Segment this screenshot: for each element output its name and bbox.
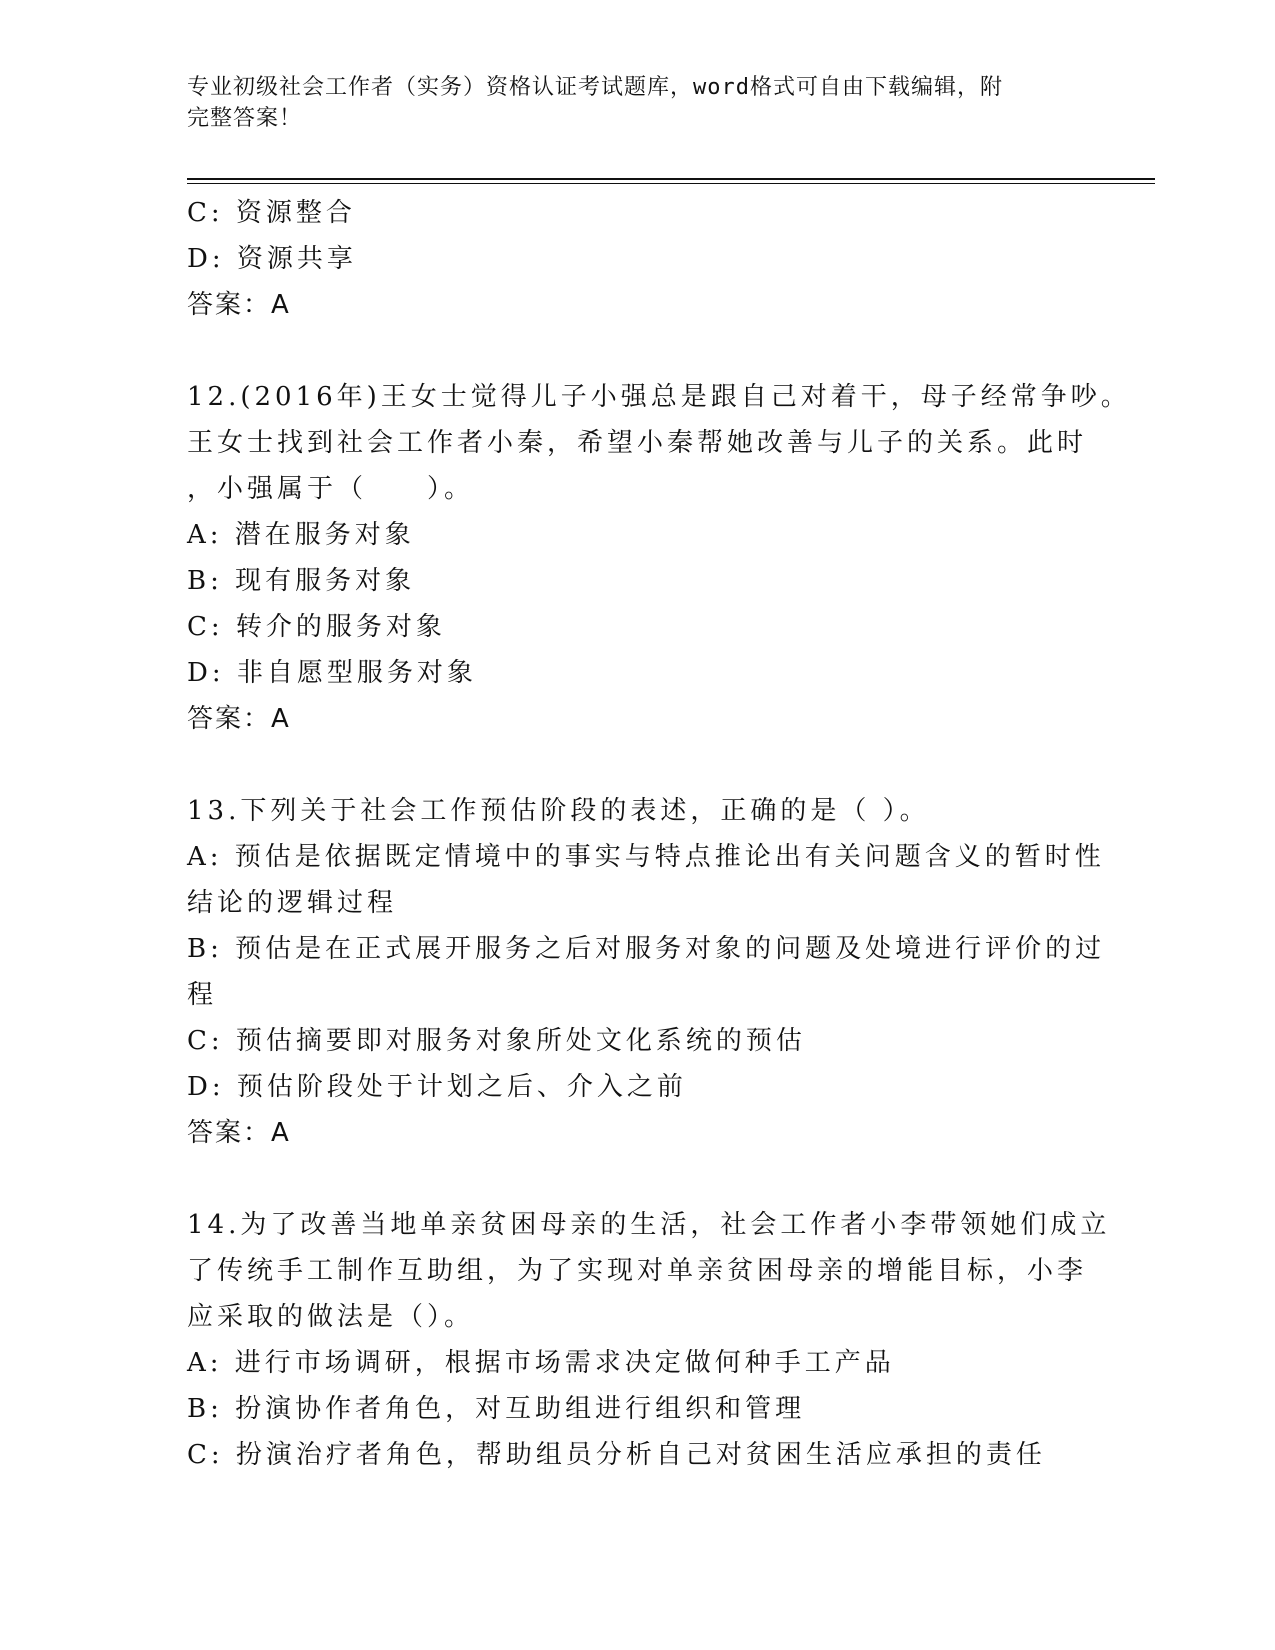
question-text-line: ，小强属于（ ）。	[187, 474, 475, 504]
header-rule-thick	[187, 178, 1155, 180]
question-12	[187, 374, 1131, 742]
answer: 答案：A	[187, 1118, 291, 1148]
answer: 答案：A	[187, 290, 291, 320]
option-b-line-1: B: 预估是在正式展开服务之后对服务对象的问题及处境进行评价的过	[187, 934, 1106, 964]
header-rule-thin	[187, 183, 1155, 184]
option-a: A: 潜在服务对象	[187, 520, 415, 550]
option-a-line-2: 结论的逻辑过程	[187, 888, 398, 918]
option-b-line-2: 程	[187, 980, 218, 1010]
option-a-line-1: A: 预估是依据既定情境中的事实与特点推论出有关问题含义的暂时性	[187, 842, 1105, 872]
spacer	[187, 328, 1067, 374]
page-header	[187, 72, 1067, 134]
option-b: B: 现有服务对象	[187, 566, 416, 596]
question-text-line: 应采取的做法是（）。	[187, 1302, 475, 1332]
spacer	[187, 1156, 1067, 1202]
option-d: D: 非自愿型服务对象	[187, 658, 477, 688]
question-text-line: 12.(2016年)王女士觉得儿子小强总是跟自己对着干，母子经常争吵。	[187, 382, 1131, 412]
header-line-1: 专业初级社会工作者（实务）资格认证考试题库，word格式可自由下载编辑，附	[187, 75, 1003, 100]
spacer	[187, 742, 1067, 788]
header-line-2: 完整答案！	[187, 106, 303, 131]
document-body	[187, 190, 1131, 1478]
option-c: C: 转介的服务对象	[187, 612, 446, 642]
option-d: D: 预估阶段处于计划之后、介入之前	[187, 1072, 687, 1102]
option-d: D: 资源共享	[187, 244, 357, 274]
question-14	[187, 1202, 1111, 1478]
option-a: A: 进行市场调研，根据市场需求决定做何种手工产品	[187, 1348, 895, 1378]
question-text-line: 13.下列关于社会工作预估阶段的表述，正确的是（ ）。	[187, 796, 930, 826]
question-11-tail	[187, 190, 1067, 328]
answer: 答案：A	[187, 704, 291, 734]
question-text-line: 王女士找到社会工作者小秦，希望小秦帮她改善与儿子的关系。此时	[187, 428, 1088, 458]
option-b: B: 扮演协作者角色，对互助组进行组织和管理	[187, 1394, 806, 1424]
option-c: C: 预估摘要即对服务对象所处文化系统的预估	[187, 1026, 806, 1056]
question-text-line: 14.为了改善当地单亲贫困母亲的生活，社会工作者小李带领她们成立	[187, 1210, 1111, 1240]
question-13	[187, 788, 1106, 1156]
option-c: C: 扮演治疗者角色，帮助组员分析自己对贫困生活应承担的责任	[187, 1440, 1046, 1470]
option-c: C: 资源整合	[187, 198, 356, 228]
question-text-line: 了传统手工制作互助组，为了实现对单亲贫困母亲的增能目标，小李	[187, 1256, 1088, 1286]
